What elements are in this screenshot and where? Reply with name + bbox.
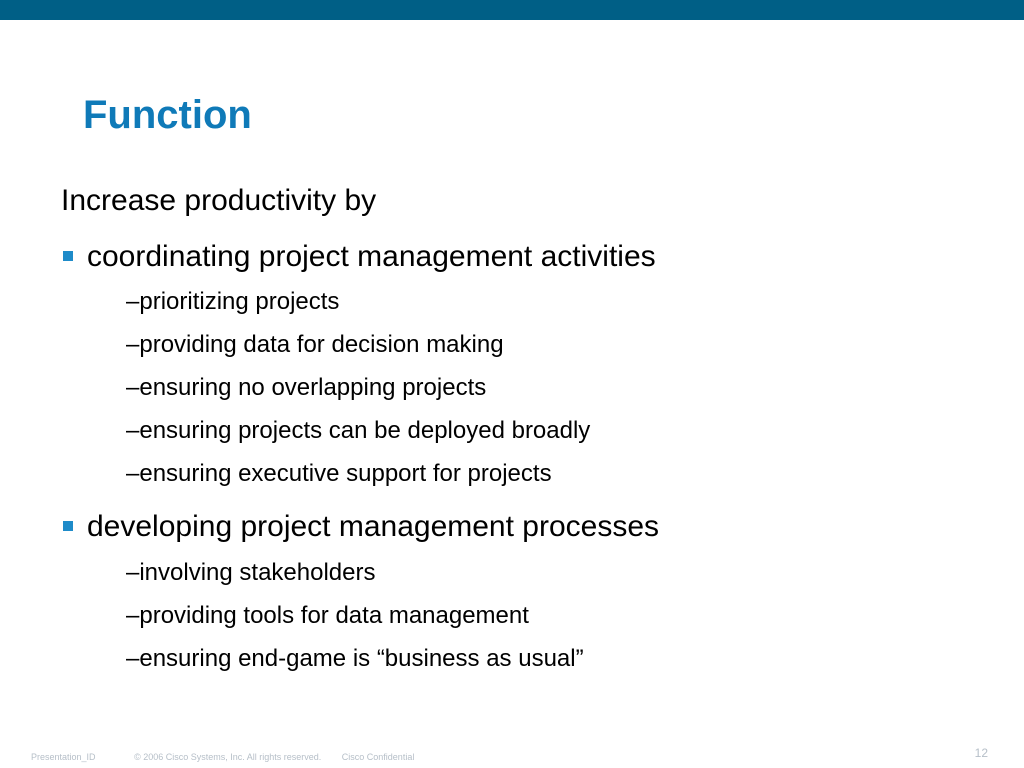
square-bullet-icon [63, 521, 73, 531]
footer-confidential: Cisco Confidential [341, 752, 415, 762]
intro-text: Increase productivity by [61, 184, 377, 217]
subitem: –ensuring executive support for projects [126, 460, 552, 487]
slide-title: Function [83, 93, 252, 137]
subitem: –ensuring projects can be deployed broadly [126, 417, 591, 444]
subitem: –ensuring no overlapping projects [126, 374, 487, 401]
top-accent-bar [0, 0, 1024, 20]
square-bullet-icon [63, 251, 73, 261]
footer-presentation-id: Presentation_ID [31, 752, 96, 762]
footer [31, 752, 450, 762]
subitem: –prioritizing projects [126, 288, 340, 315]
subitem: –providing tools for data management [126, 602, 529, 629]
subitem: –ensuring end-game is “business as usual” [126, 645, 584, 672]
bullet-label: coordinating project management activities [87, 240, 656, 273]
subitem: –providing data for decision making [126, 331, 504, 358]
page-number: 12 [974, 746, 988, 760]
bullet-label: developing project management processes [87, 510, 660, 543]
subitem: –involving stakeholders [126, 559, 376, 586]
footer-copyright: © 2006 Cisco Systems, Inc. All rights reserved. [134, 752, 322, 762]
